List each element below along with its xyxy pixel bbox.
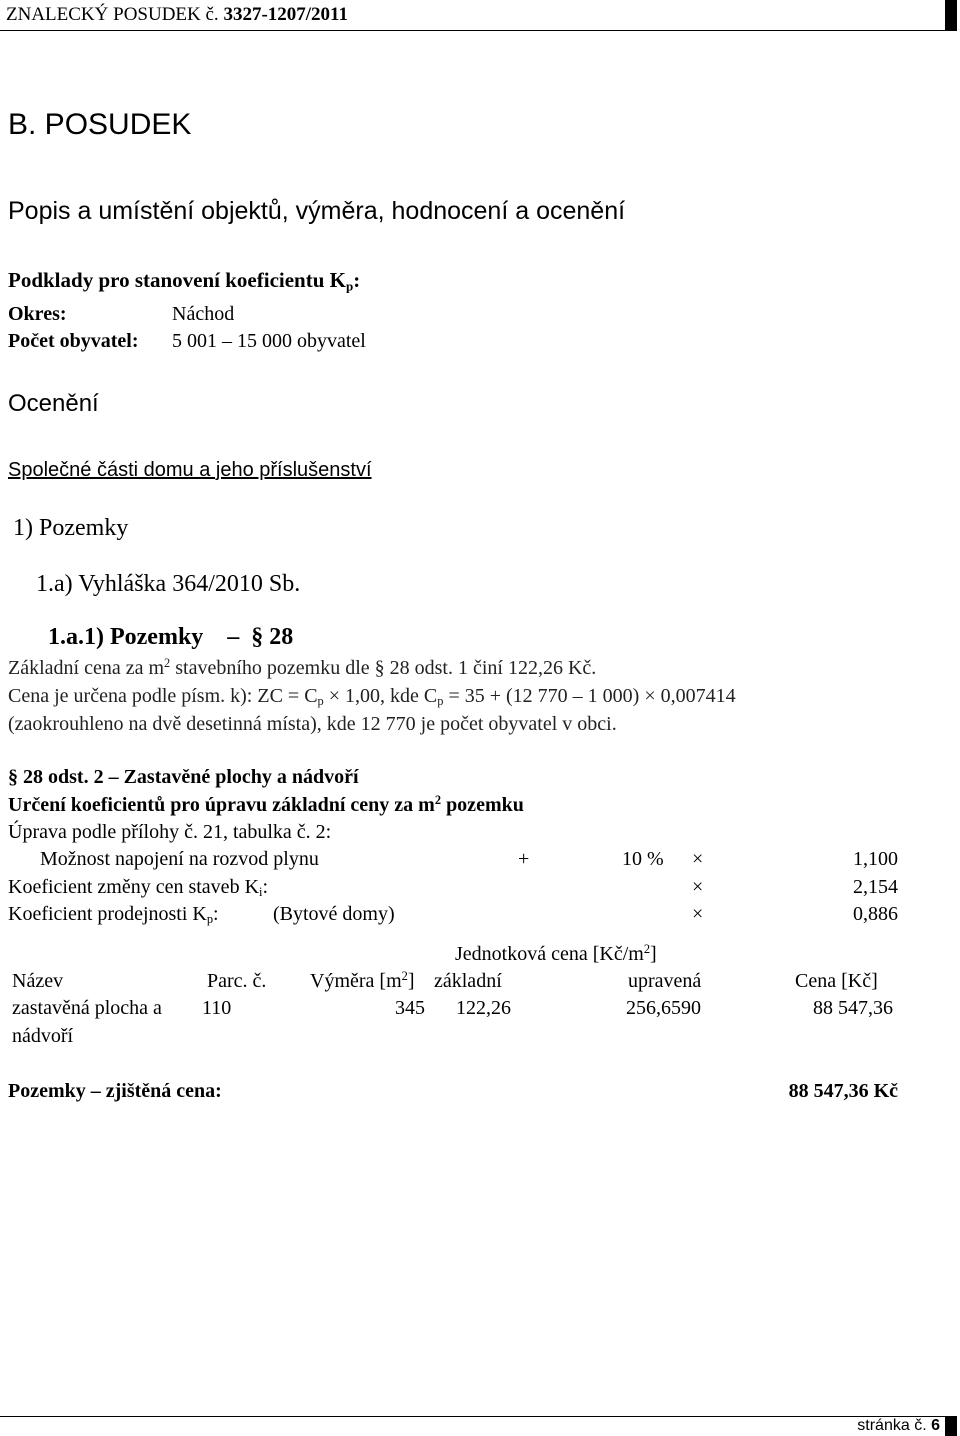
coef-mult: × xyxy=(692,903,704,925)
col-zakladni: základní xyxy=(434,970,502,992)
page-number: 6 xyxy=(931,1417,940,1434)
coef-op: + xyxy=(518,848,530,870)
row-vymera: 345 xyxy=(395,997,425,1019)
pozemky-heading: 1) Pozemky xyxy=(13,515,129,541)
coef-value: 2,154 xyxy=(853,876,898,898)
pocet-value: 5 001 – 15 000 obyvatel xyxy=(172,330,366,352)
coef-value: 1,100 xyxy=(853,848,898,870)
header-rule xyxy=(0,30,956,31)
koeficienty-heading: Určení koeficientů pro úpravu základní ceny za $m^2$ pozemku xyxy=(8,793,524,816)
section-title: B. POSUDEK xyxy=(8,108,192,141)
paragraph-line-1: Základní cena za $m^2$ stavebního pozemku dle § 28 odst. 1 činí 122,26 Kč. xyxy=(8,656,597,679)
paragraph-line-3: (zaokrouhleno na dvě desetinná místa), kde 12 770 je počet obyvatel v obci. xyxy=(8,713,617,735)
row-cena: 88 547,36 xyxy=(813,997,893,1019)
pozemky-subheading: 1.a.1) Pozemky – § 28 xyxy=(48,624,294,650)
okres-value: Náchod xyxy=(172,303,235,325)
coef-label: Koeficient změny cen staveb $K_i$: xyxy=(8,876,269,900)
col-parc: Parc. č. xyxy=(207,970,267,992)
table-group-header: Jednotková cena $[Kč/m^2]$ xyxy=(455,942,657,965)
row-zakladni: 122,26 xyxy=(456,997,511,1019)
odst-heading: § 28 odst. 2 – Zastavěné plochy a nádvoří xyxy=(8,766,359,788)
col-upravena: upravená xyxy=(628,970,702,992)
coef-value: 0,886 xyxy=(853,903,898,925)
header-number: 3327-1207/2011 xyxy=(223,4,348,25)
row-nazev-line-2: nádvoří xyxy=(12,1025,74,1047)
coef-label: Koeficient prodejnosti $K_p$: xyxy=(8,903,219,927)
col-nazev: Název xyxy=(12,970,64,992)
row-nazev-line-1: zastavěná plocha a xyxy=(12,997,162,1019)
total-label: Pozemky – zjištěná cena: xyxy=(8,1080,222,1102)
footer-bar xyxy=(945,1416,957,1436)
total-value: 88 547,36 Kč xyxy=(788,1080,898,1102)
pocet-label: Počet obyvatel: xyxy=(8,330,139,352)
row-upravena: 256,6590 xyxy=(626,997,701,1019)
coef-mult: × xyxy=(692,876,704,898)
subtitle: Popis a umístění objektů, výměra, hodnocení a ocenění xyxy=(8,197,626,225)
footer-rule xyxy=(0,1416,956,1417)
oceneni-heading: Ocenění xyxy=(8,390,99,417)
okres-label: Okres: xyxy=(8,303,67,325)
spolecne-heading: Společné části domu a jeho příslušenství xyxy=(8,459,372,481)
header-prefix: ZNALECKÝ POSUDEK č. xyxy=(6,4,219,25)
coef-mult: × xyxy=(692,848,704,870)
row-parc: 110 xyxy=(202,997,232,1019)
col-cena: Cena [Kč] xyxy=(795,970,878,992)
col-vymera: Výměra $[m^2]$ xyxy=(310,969,415,992)
paragraph-line-2: Cena je určena podle písm. k): ZC = $C_p \times 1,00$, kde $C_p = 35 + (12$ 770 – 1 000) × 0,007414 xyxy=(8,685,736,709)
podklady-heading: Podklady pro stanovení koeficientu $K_p$: xyxy=(8,268,361,294)
uprava-text: Úprava podle přílohy č. 21, tabulka č. 2: xyxy=(8,821,332,843)
vyhlaska-heading: 1.a) Vyhláška 364/2010 Sb. xyxy=(36,571,301,597)
header-bar xyxy=(945,0,957,31)
coef-note: (Bytové domy) xyxy=(273,903,395,925)
document-header xyxy=(6,4,348,26)
page-footer: stránka č. 6 xyxy=(857,1417,940,1434)
coef-pct: 10 % xyxy=(622,848,664,870)
coef-label: Možnost napojení na rozvod plynu xyxy=(40,848,319,870)
